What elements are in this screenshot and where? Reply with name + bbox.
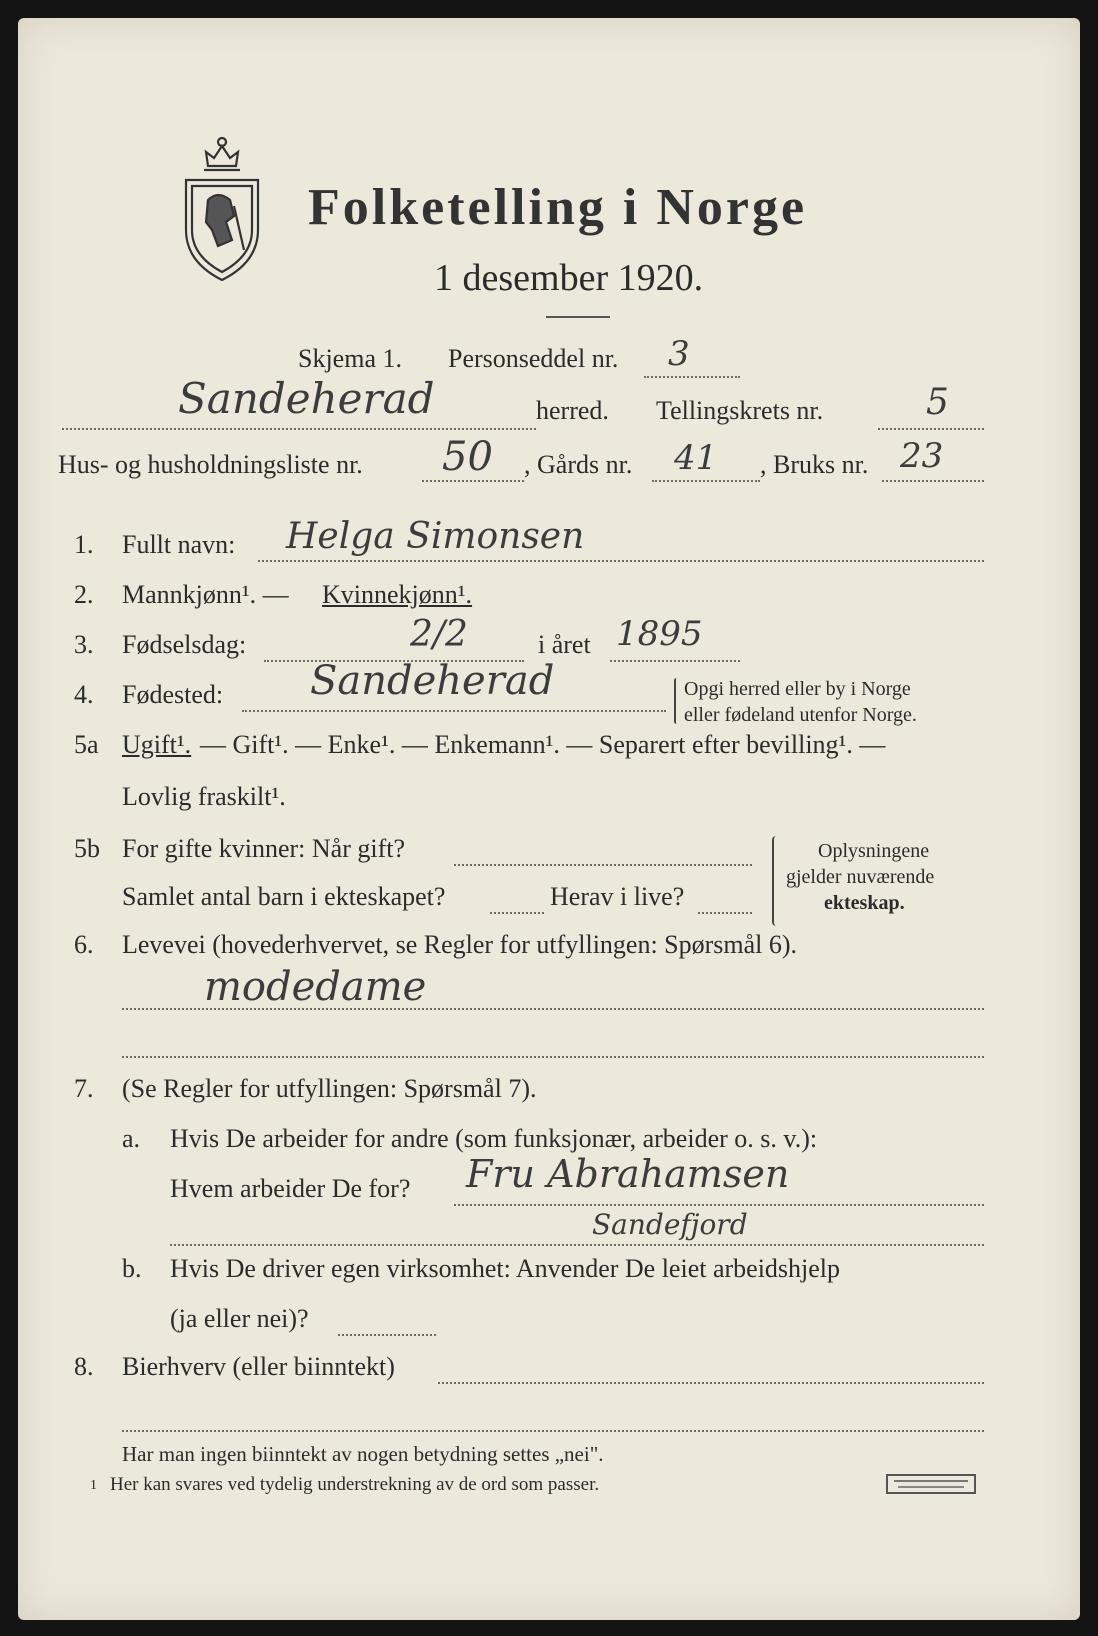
q8-line1 — [438, 1382, 984, 1384]
q4-note-brace — [674, 678, 679, 724]
q6-line2 — [122, 1056, 984, 1058]
q8-line2 — [122, 1430, 984, 1432]
personseddel-label: Personseddel nr. — [448, 344, 619, 373]
q7-number: 7. — [74, 1074, 94, 1103]
tellingskrets-value: 5 — [926, 382, 949, 423]
coat-of-arms-icon — [178, 130, 266, 282]
personseddel-value: 3 — [668, 334, 690, 374]
q3-day-value: 2/2 — [410, 614, 468, 655]
printer-stamp-icon — [886, 1474, 976, 1494]
q4-note-line2: eller fødeland utenfor Norge. — [684, 704, 917, 726]
q5b-children-label: Samlet antal barn i ekteskapet? — [122, 882, 446, 911]
form-date: 1 desember 1920. — [434, 257, 704, 299]
q5b-number: 5b — [74, 834, 100, 863]
q1-label: Fullt navn: — [122, 530, 236, 559]
bruks-label: , Bruks nr. — [760, 450, 869, 479]
q7a-employer-label: Hvem arbeider De for? — [170, 1174, 411, 1203]
q3-number: 3. — [74, 630, 94, 659]
q5b-alive-label: Herav i live? — [550, 882, 685, 911]
q8-number: 8. — [74, 1352, 94, 1381]
q3-year-value: 1895 — [616, 614, 703, 654]
q1-line — [258, 560, 984, 562]
q5b-note-line1: Oplysningene — [818, 840, 930, 862]
q4-note-line1: Opgi herred eller by i Norge — [684, 678, 911, 700]
q7a-employer-value2: Sandefjord — [592, 1208, 748, 1241]
q1-number: 1. — [74, 530, 94, 559]
q5b-children-line — [490, 912, 544, 914]
q6-value: modedame — [204, 964, 427, 1010]
footer-note: Har man ingen biinntekt av nogen betydning settes „nei". — [122, 1442, 604, 1466]
q5b-note-brace — [772, 836, 780, 926]
q5a-fraskilt-option: Lovlig fraskilt¹. — [122, 782, 286, 811]
q5a-options: — Gift¹. — Enke¹. — Enkemann¹. — Separert efter bevilling¹. — — [200, 730, 886, 759]
gards-label: , Gårds nr. — [524, 450, 633, 479]
q5b-label: For gifte kvinner: Når gift? — [122, 834, 406, 863]
gards-line — [652, 480, 760, 482]
q5b-note-line2: gjelder nuværende — [786, 866, 935, 888]
q2-female-option: Kvinnekjønn¹. — [322, 580, 473, 609]
q6-line1 — [122, 1008, 984, 1010]
q7b-label2: (ja eller nei)? — [170, 1304, 309, 1333]
q3-year-line — [610, 660, 740, 662]
tellingskrets-line — [878, 428, 984, 430]
herred-value: Sandeherad — [178, 374, 435, 423]
title-divider — [546, 316, 610, 318]
skjema-label: Skjema 1. — [298, 344, 402, 373]
census-form — [18, 18, 1080, 1620]
personseddel-line — [644, 376, 740, 378]
q5b-married-line — [454, 864, 752, 866]
bruks-line — [882, 480, 984, 482]
q5a-ugift-option: Ugift¹. — [122, 730, 192, 759]
gards-value: 41 — [674, 438, 718, 478]
q2-male-option: Mannkjønn¹. — — [122, 580, 289, 609]
q7a-label: Hvis De arbeider for andre (som funksjonær, arbeider o. s. v.): — [170, 1124, 818, 1153]
q7-label: (Se Regler for utfyllingen: Spørsmål 7). — [122, 1074, 537, 1103]
q4-label: Fødested: — [122, 680, 224, 709]
q7a-employer-line — [454, 1204, 984, 1206]
q7a-letter: a. — [122, 1124, 141, 1153]
q6-number: 6. — [74, 930, 94, 959]
q3-label: Fødselsdag: — [122, 630, 247, 659]
tellingskrets-label: Tellingskrets nr. — [656, 396, 824, 425]
footnote-text: Her kan svares ved tydelig understrekning av de ord som passer. — [110, 1474, 600, 1495]
q7b-line — [338, 1334, 436, 1336]
q7b-letter: b. — [122, 1254, 142, 1283]
footnote-marker: 1 — [90, 1478, 97, 1493]
q5b-note-line3: ekteskap. — [824, 892, 905, 914]
q7a-employer-line2 — [170, 1244, 984, 1246]
q6-label: Levevei (hovederhvervet, se Regler for utfyllingen: Spørsmål 6). — [122, 930, 798, 959]
q5a-number: 5a — [74, 730, 99, 759]
bruks-value: 23 — [900, 436, 944, 476]
q4-number: 4. — [74, 680, 94, 709]
herred-label: herred. — [536, 396, 609, 425]
q4-line — [242, 710, 666, 712]
q4-value: Sandeherad — [310, 658, 555, 704]
q1-value: Helga Simonsen — [286, 516, 585, 557]
q7b-label: Hvis De driver egen virksomhet: Anvender De leiet arbeidshjelp — [170, 1254, 841, 1283]
hus-line — [422, 480, 524, 482]
hus-value: 50 — [442, 434, 493, 480]
q8-label: Bierhverv (eller biinntekt) — [122, 1352, 395, 1381]
herred-line — [62, 428, 536, 430]
form-title: Folketelling i Norge — [308, 179, 808, 236]
q7a-employer-value: Fru Abrahamsen — [466, 1152, 790, 1196]
hus-label: Hus- og husholdningsliste nr. — [58, 450, 363, 479]
q2-number: 2. — [74, 580, 94, 609]
q3-year-label: i året — [538, 630, 591, 659]
q5b-alive-line — [698, 912, 752, 914]
